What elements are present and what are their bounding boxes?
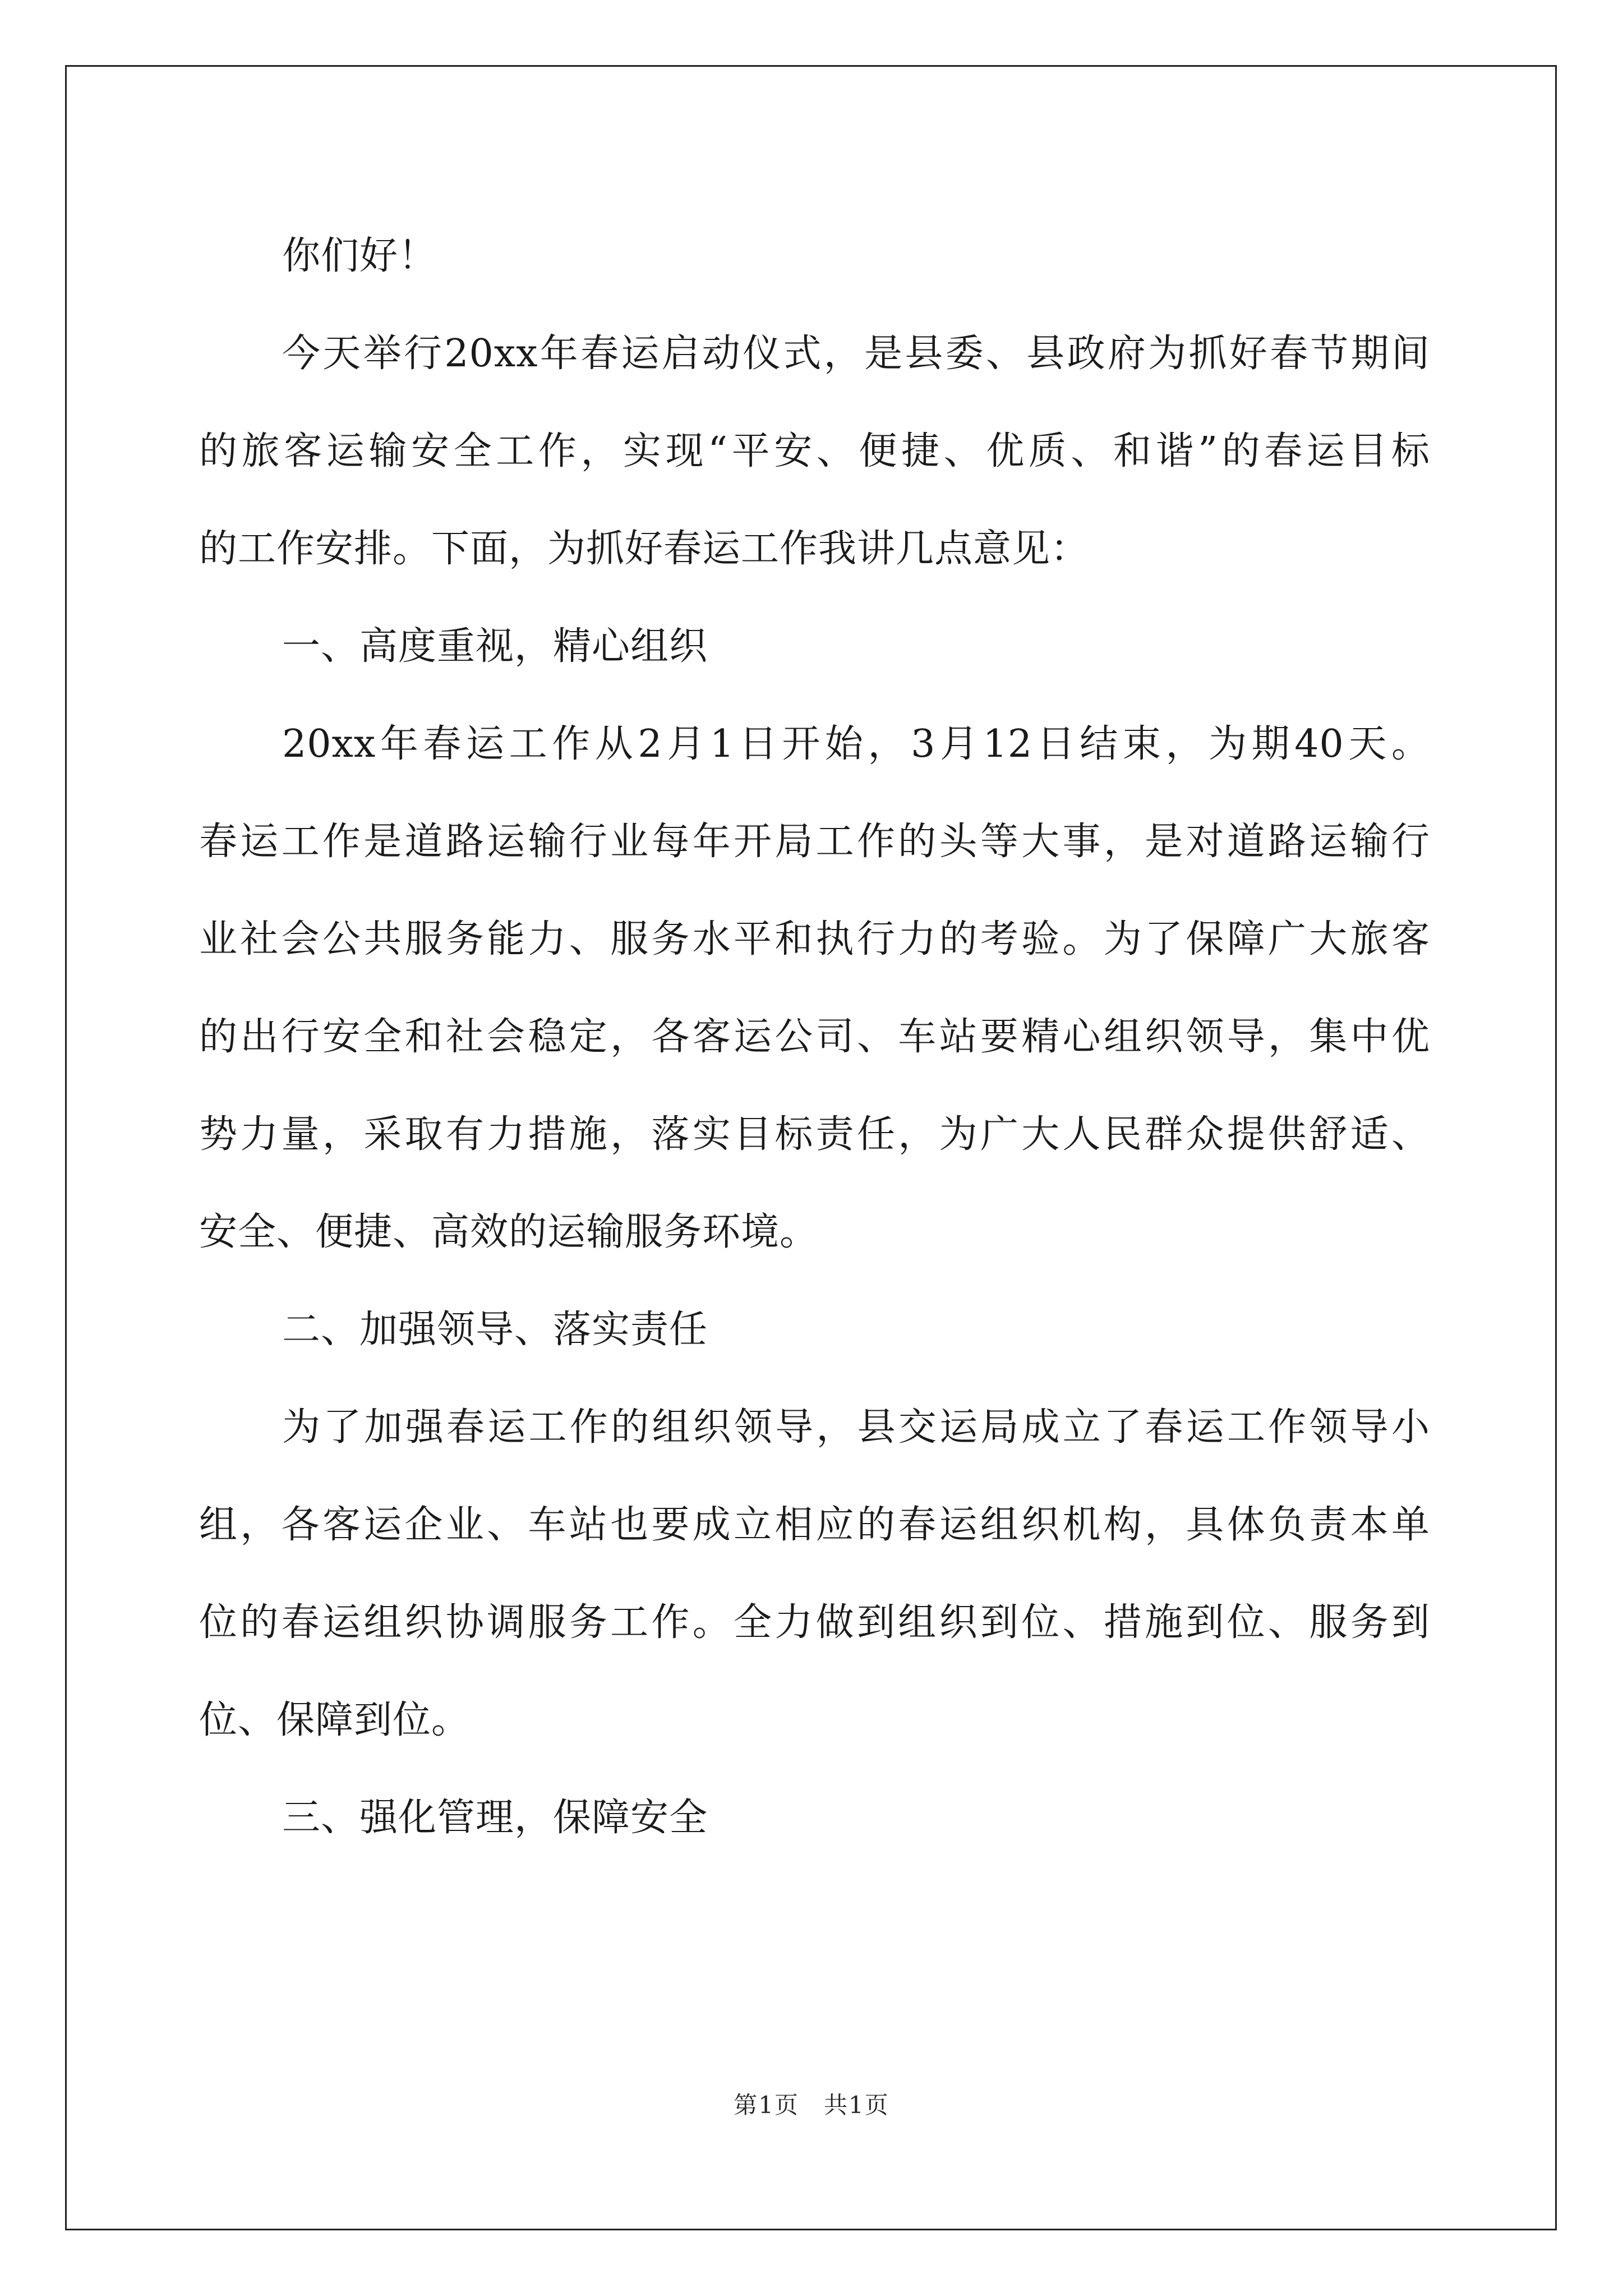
page-number-footer: 第1页 共1页 — [734, 2091, 889, 2119]
paragraph-line: 的旅客运输安全工作，实现“平安、便捷、优质、和谐”的春运目标 — [199, 429, 1430, 473]
paragraph-line: 的工作安排。下面，为抓好春运工作我讲几点意见： — [199, 527, 1090, 571]
paragraph-line: 位、保障到位。 — [199, 1698, 471, 1742]
paragraph-line: 业社会公共服务能力、服务水平和执行力的考验。为了保障广大旅客 — [199, 917, 1430, 961]
greeting-line: 你们好！ — [282, 234, 437, 278]
paragraph-line: 今天举行20xx年春运启动仪式，是县委、县政府为抓好春节期间 — [282, 332, 1430, 376]
paragraph-line: 为了加强春运工作的组织领导，县交运局成立了春运工作领导小 — [282, 1405, 1430, 1450]
paragraph-line: 位的春运组织协调服务工作。全力做到组织到位、措施到位、服务到 — [199, 1600, 1430, 1645]
paragraph-line: 20xx年春运工作从2月1日开始，3月12日结束，为期40天。 — [282, 722, 1430, 766]
paragraph-line: 的出行安全和社会稳定，各客运公司、车站要精心组织领导，集中优 — [199, 1015, 1430, 1059]
section-heading-3: 三、强化管理，保障安全 — [282, 1796, 708, 1840]
paragraph-line: 安全、便捷、高效的运输服务环境。 — [199, 1210, 819, 1254]
document-body — [199, 208, 1430, 1867]
paragraph-line: 春运工作是道路运输行业每年开局工作的头等大事，是对道路运输行 — [199, 820, 1430, 864]
section-heading-1: 一、高度重视，精心组织 — [282, 624, 708, 669]
paragraph-line: 组，各客运企业、车站也要成立相应的春运组织机构，具体负责本单 — [199, 1503, 1430, 1547]
section-heading-2: 二、加强领导、落实责任 — [282, 1308, 708, 1352]
paragraph-line: 势力量，采取有力措施，落实目标责任，为广大人民群众提供舒适、 — [199, 1112, 1430, 1157]
